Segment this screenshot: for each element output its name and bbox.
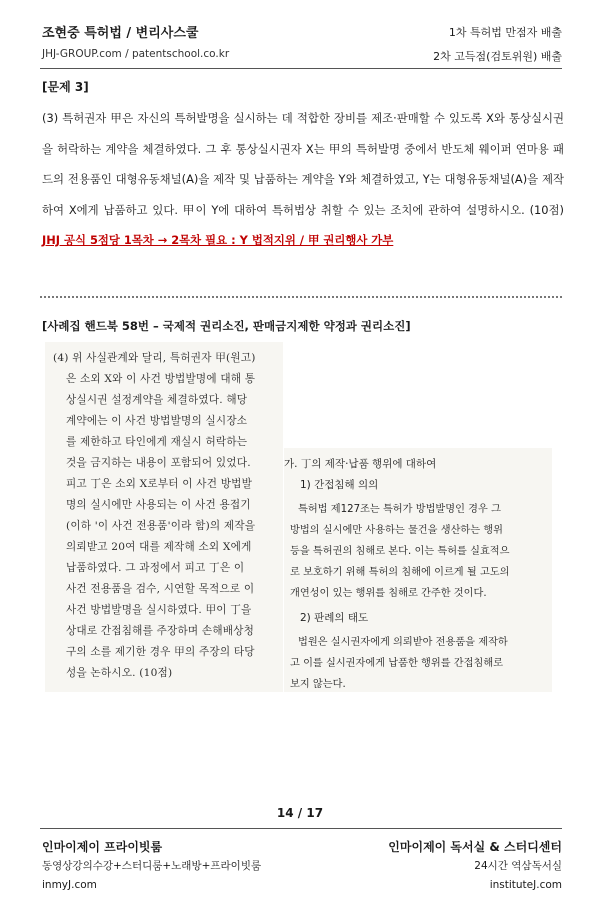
footer-divider <box>40 828 562 829</box>
case-left-line: 를 제한하고 타인에게 재실시 허락하는 <box>66 436 248 448</box>
header-right-line1: 1차 특허법 만점자 배출 <box>448 26 562 39</box>
header-title: 조현중 특허법 / 변리사스쿨 <box>42 26 199 41</box>
case-right-heading: 가. 丁의 제작·납품 행위에 대하여 <box>284 458 437 470</box>
footer-right-desc: 24시간 역삼독서실 <box>474 860 562 872</box>
case-left-line: 은 소외 X와 이 사건 방법발명에 대해 통 <box>66 373 256 385</box>
header-divider <box>40 68 562 69</box>
case-left-line: 피고 丁은 소외 X로부터 이 사건 방법발 <box>66 478 253 490</box>
case-right-paragraph-line: 개연성이 있는 행위를 침해로 간주한 것이다. <box>290 588 487 599</box>
case-left-line: 사건 방법발명을 실시하였다. 甲이 丁을 <box>66 604 252 616</box>
case-left-line: 성을 논하시오. (10점) <box>66 667 173 679</box>
case-right-subheading: 1) 간접침해 의의 <box>300 479 379 491</box>
case-right-paragraph-line: 보지 않는다. <box>290 679 346 690</box>
header-site: JHJ-GROUP.com / patentschool.co.kr <box>42 48 230 60</box>
case-left-line: (4) 위 사실관계와 달리, 특허권자 甲(원고) <box>53 352 256 364</box>
footer-left-desc: 동영상강의수강+스터디룸+노래방+프라이빗룸 <box>42 860 262 872</box>
case-left-line: 것을 금지하는 내용이 포함되어 있었다. <box>66 457 251 469</box>
case-left-line: 구의 소를 제기한 경우 甲의 주장의 타당 <box>66 646 255 658</box>
header-right-line2: 2차 고득점(검토위원) 배출 <box>433 50 562 63</box>
case-right-subheading: 2) 판례의 태도 <box>300 612 369 624</box>
case-right-paragraph-line: 로 보호하기 위해 특허의 침해에 이르게 될 고도의 <box>290 567 510 578</box>
footer-left-site: inmyJ.com <box>42 879 97 891</box>
case-scan-left <box>45 342 283 692</box>
case-left-line: 명의 실시에만 사용되는 이 사건 용접기 <box>66 499 251 511</box>
case-right-paragraph-line: 특허법 제127조는 특허가 방법발명인 경우 그 <box>298 504 501 515</box>
case-left-line: 계약에는 이 사건 방법발명의 실시장소 <box>66 415 248 427</box>
case-left-line: 납품하였다. 그 과정에서 피고 丁은 이 <box>66 562 245 574</box>
case-right-paragraph-line: 등을 특허권의 침해로 본다. 이는 특허를 실효적으 <box>290 546 510 557</box>
case-right-paragraph-line: 방법의 실시에만 사용하는 물건을 생산하는 행위 <box>290 525 504 536</box>
case-right-paragraph-line: 법원은 실시권자에게 의뢰받아 전용품을 제작하 <box>298 637 508 648</box>
case-left-line: 상실시권 설정계약을 체결하였다. 해당 <box>66 394 248 406</box>
case-left-line: 의뢰받고 20여 대를 제작해 소외 X에게 <box>66 541 252 553</box>
footer-right-site: instituteJ.com <box>489 879 562 891</box>
page-number: 14 / 17 <box>276 806 324 820</box>
question-body <box>42 103 564 256</box>
footer-left-title: 인마이제이 프라이빗룸 <box>42 840 163 854</box>
question-label: [문제 3] <box>42 80 89 94</box>
question-text: (3) 특허권자 甲은 자신의 특허발명을 실시하는 데 적합한 장비를 제조·판매할 수 있도록 X와 통상실시권을 허락하는 계약을 체결하였다. 그 후 통상실시권자 X는 甲의 특허발명 중에서 반도체 웨이퍼 연마용 패드의 전용품인 대형유동채널(A)을 제작 및 납품하는 계약을 Y와 체결하였고, Y는 대형유동채널(A)을 제작하여 X에게 납품하고 있다. 甲이 Y에 대하여 특허법상 취할 수 있는 조치에 관하여 설명하시오. (10점) <box>42 111 564 217</box>
case-title: [사례집 핸드북 58번 – 국제적 권리소진, 판매금지제한 약정과 권리소진] <box>42 319 411 333</box>
case-left-line: 상대로 간접침해를 주장하며 손해배상청 <box>66 625 255 637</box>
case-right-paragraph-line: 고 이를 실시권자에게 납품한 행위를 간접침해로 <box>290 658 504 669</box>
case-left-line: 사건 전용품을 검수, 시연할 목적으로 이 <box>66 583 255 595</box>
question-highlight: JHJ 공식 5점당 1목차 → 2목차 필요 : Y 법적지위 / 甲 권리행사 가부 <box>42 233 394 247</box>
case-left-line: (이하 '이 사건 전용품'이라 함)의 제작을 <box>66 520 256 532</box>
case-scan-right <box>284 448 552 692</box>
footer-right-title: 인마이제이 독서실 & 스터디센터 <box>388 840 562 854</box>
dotted-divider <box>40 296 562 298</box>
